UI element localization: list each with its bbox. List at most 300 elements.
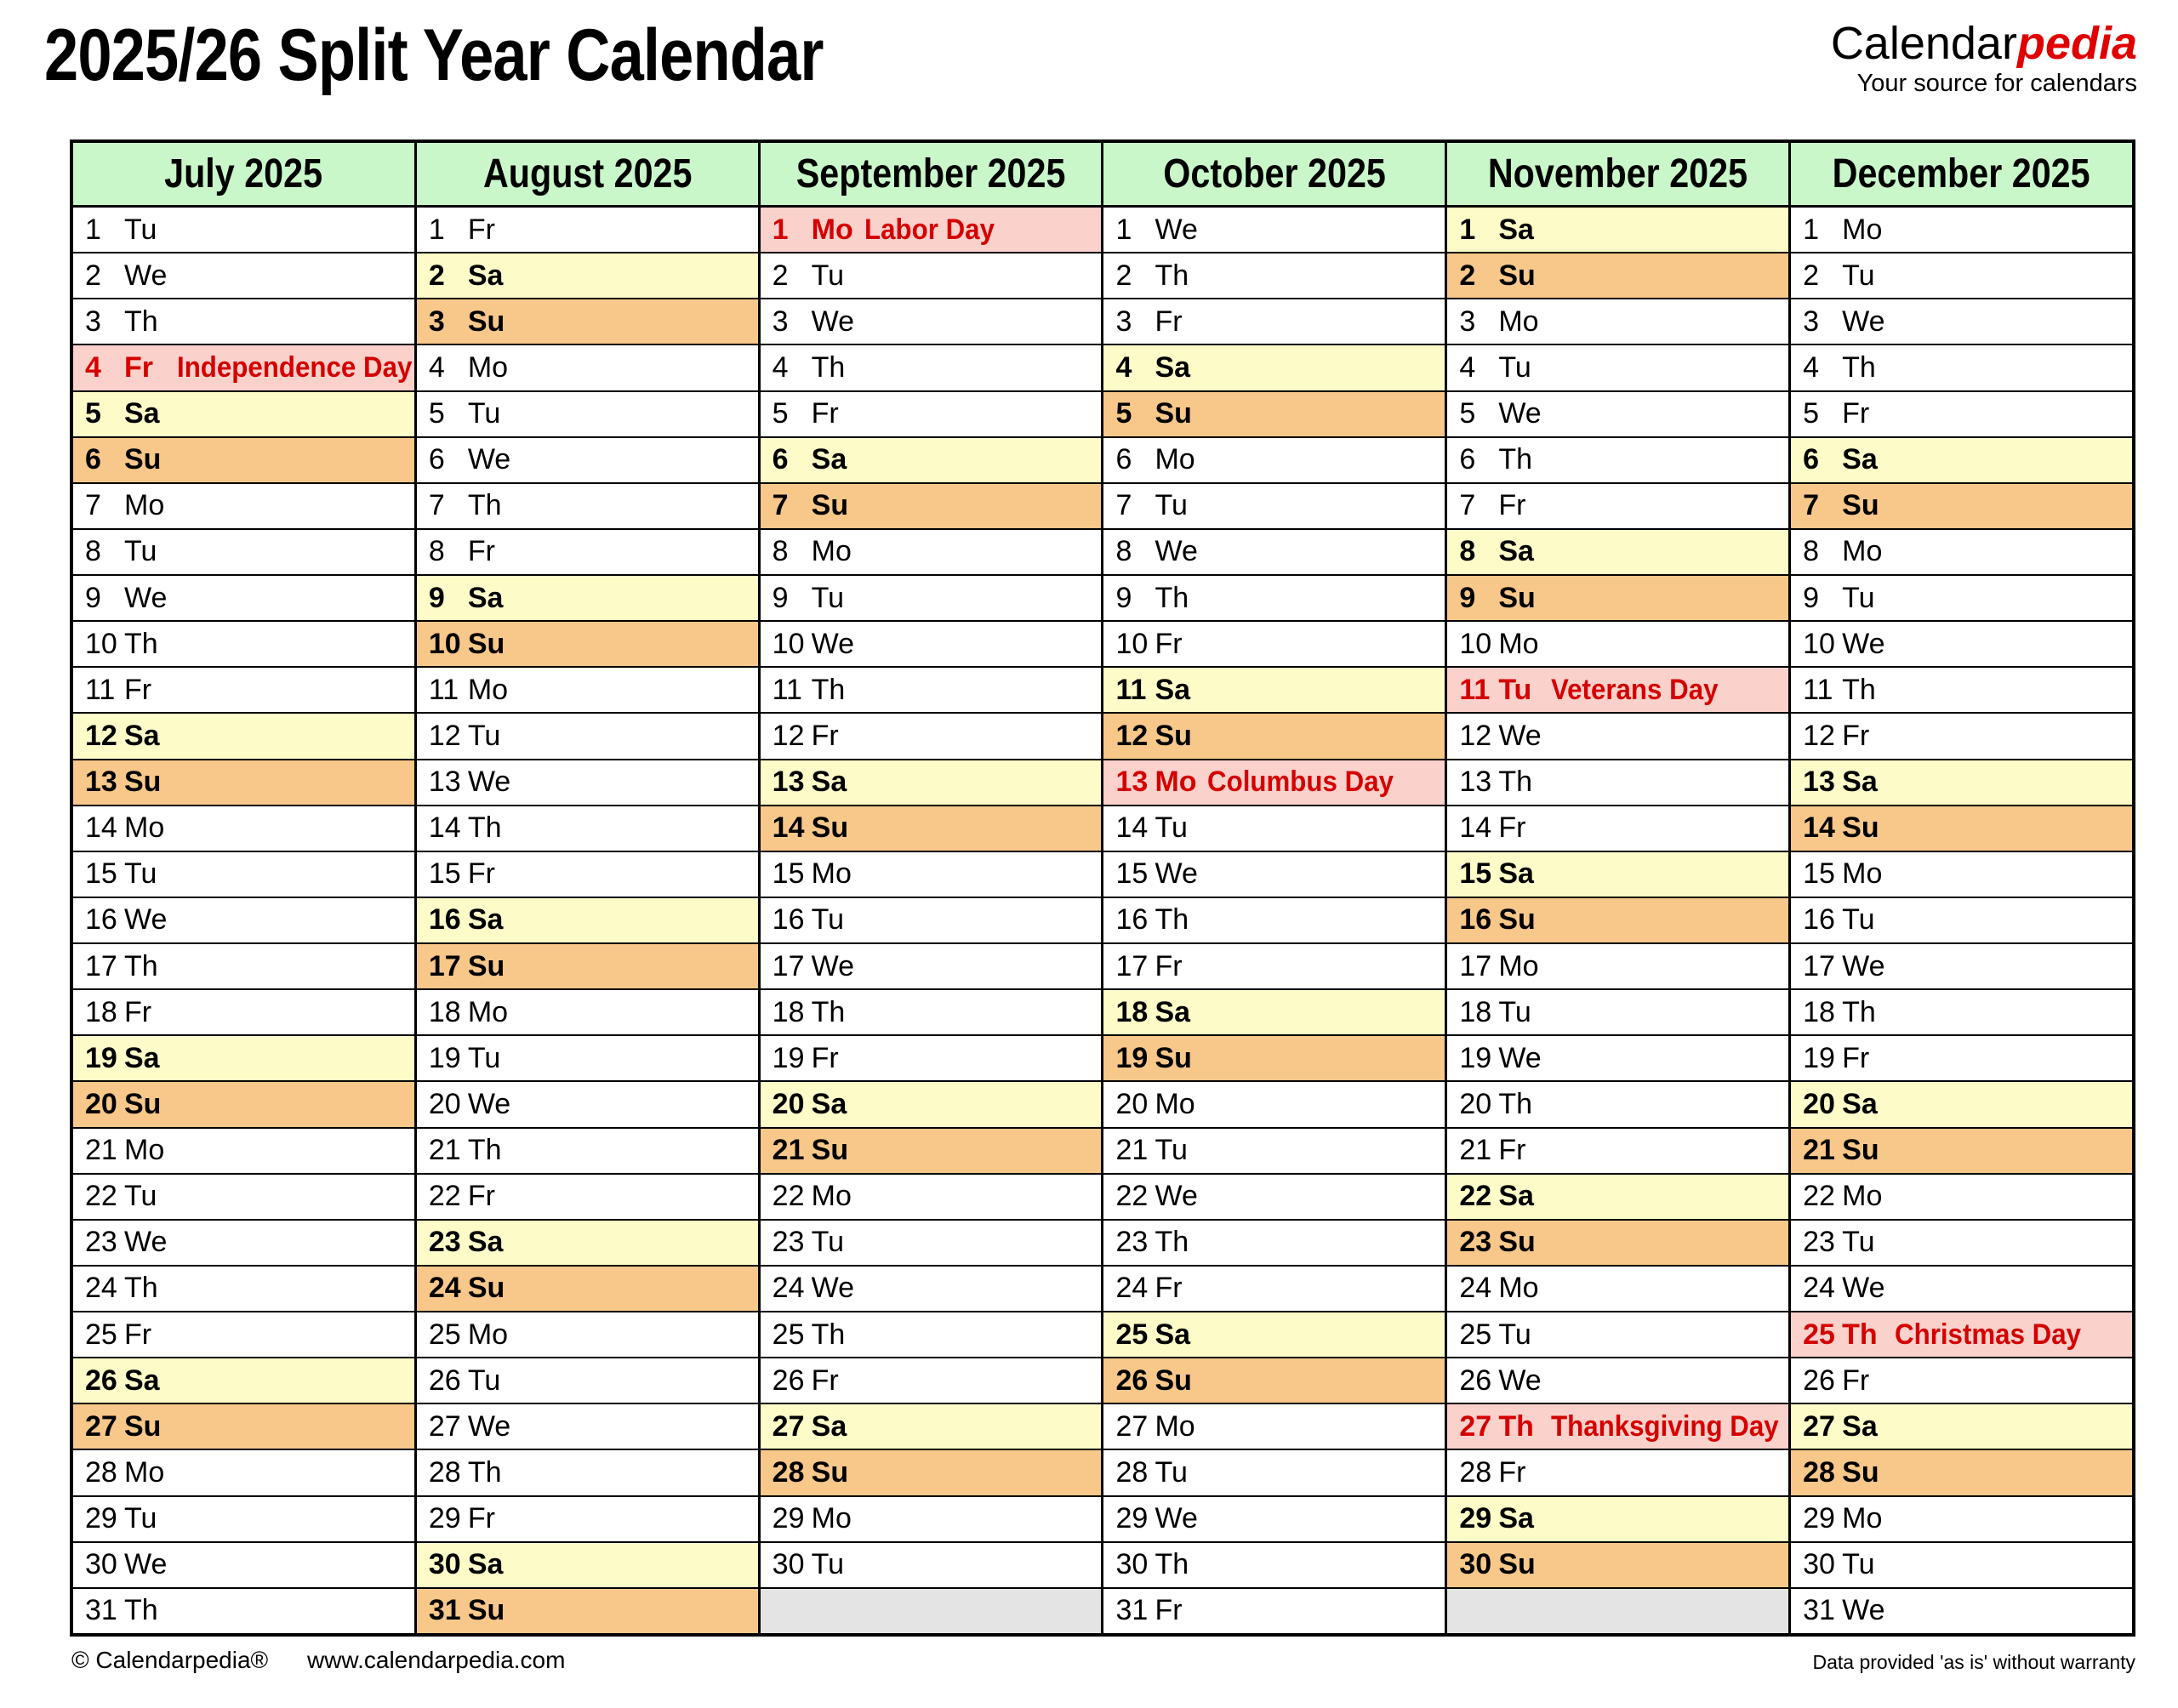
day-number: 19: [1803, 1041, 1835, 1074]
day-weekday: Tu: [124, 535, 157, 568]
day-number: 21: [1459, 1134, 1492, 1167]
day-row: [417, 1175, 758, 1221]
day-number: 15: [1459, 857, 1492, 891]
day-row: [73, 1129, 414, 1175]
day-row: [1447, 1175, 1788, 1221]
month-column-november: [1447, 143, 1791, 1633]
day-number: 11: [1459, 673, 1491, 706]
day-weekday: Tu: [1155, 811, 1188, 845]
day-row: [417, 944, 758, 990]
day-row: [73, 1543, 414, 1589]
day-number: 4: [1459, 350, 1476, 384]
day-number: 13: [1115, 766, 1149, 799]
day-weekday: Sa: [467, 581, 504, 614]
day-number: 11: [772, 673, 802, 706]
day-weekday: Su: [811, 811, 849, 845]
day-row: [1103, 1221, 1445, 1267]
day-number: 23: [428, 1226, 461, 1259]
day-weekday: Fr: [1155, 949, 1183, 982]
day-weekday: Fr: [467, 1502, 495, 1535]
day-number: 28: [85, 1455, 117, 1489]
day-row: [1103, 1267, 1445, 1312]
day-number: 27: [1459, 1409, 1492, 1443]
day-number: 31: [1803, 1594, 1835, 1627]
day-weekday: Fr: [124, 1318, 152, 1351]
day-number: 2: [428, 259, 445, 292]
day-row: [1791, 1175, 2132, 1221]
day-row: [417, 1221, 758, 1267]
day-weekday: Tu: [1498, 673, 1532, 706]
day-number: 18: [1459, 995, 1492, 1028]
day-row: [1791, 944, 2132, 990]
day-number: 1: [1459, 213, 1476, 246]
day-number: 21: [1115, 1134, 1149, 1167]
day-row: [417, 668, 758, 714]
day-weekday: Mo: [1842, 857, 1883, 891]
day-number: 23: [1459, 1226, 1492, 1259]
day-number: 31: [1115, 1594, 1149, 1627]
day-number: 21: [772, 1134, 805, 1167]
day-weekday: Th: [1155, 903, 1189, 937]
empty-cell: [1447, 1589, 1788, 1633]
day-weekday: Tu: [811, 1226, 845, 1259]
day-row: [417, 438, 758, 484]
day-number: 25: [1115, 1318, 1149, 1351]
day-weekday: Mo: [124, 1455, 165, 1489]
day-number: 20: [1803, 1087, 1835, 1120]
day-weekday: Fr: [811, 1364, 839, 1397]
day-row: [73, 1404, 414, 1450]
day-number: 9: [772, 581, 789, 614]
day-weekday: Th: [1155, 259, 1189, 292]
day-row: [417, 1589, 758, 1633]
day-row: [1447, 253, 1788, 299]
day-row: [1791, 622, 2132, 668]
day-row: [761, 1358, 1102, 1404]
day-number: 26: [1459, 1364, 1492, 1397]
day-number: 15: [772, 857, 805, 891]
day-weekday: Fr: [1498, 489, 1526, 522]
day-weekday: Sa: [1498, 857, 1534, 891]
day-row: [1791, 714, 2132, 760]
day-number: 21: [428, 1134, 461, 1167]
day-weekday: Th: [124, 305, 158, 338]
day-row: [73, 1450, 414, 1496]
day-weekday: Su: [1155, 397, 1192, 430]
day-row: [73, 253, 414, 299]
day-number: 15: [85, 857, 117, 891]
day-row: [73, 1221, 414, 1267]
day-row: [1791, 1497, 2132, 1543]
day-row: [1791, 1129, 2132, 1175]
day-row: [1791, 990, 2132, 1036]
day-weekday: Mo: [811, 535, 852, 568]
day-row: [1791, 1589, 2132, 1633]
day-weekday: Mo: [1498, 949, 1539, 982]
day-number: 14: [1459, 811, 1492, 845]
day-number: 25: [85, 1318, 117, 1351]
day-number: 7: [1803, 489, 1820, 522]
day-weekday: Fr: [467, 213, 495, 246]
day-row: [761, 714, 1102, 760]
day-number: 8: [428, 535, 445, 568]
day-weekday: Sa: [1498, 1502, 1534, 1535]
day-weekday: Sa: [124, 1041, 160, 1074]
day-number: 19: [85, 1041, 117, 1074]
day-weekday: Th: [811, 995, 846, 1028]
day-number: 2: [772, 259, 789, 292]
day-weekday: We: [1155, 857, 1198, 891]
day-row: [1791, 1404, 2132, 1450]
day-row: [73, 806, 414, 852]
copyright-text: © Calendarpedia®: [71, 1647, 269, 1673]
day-number: 20: [1459, 1087, 1492, 1120]
day-weekday: Mo: [1498, 627, 1539, 660]
day-row: [761, 898, 1102, 944]
day-number: 16: [428, 903, 461, 937]
month-header: [1447, 143, 1788, 208]
day-number: 22: [1459, 1180, 1492, 1213]
day-number: 16: [772, 903, 805, 937]
day-row: [1103, 345, 1445, 391]
day-row: [1103, 299, 1445, 345]
day-number: 11: [1803, 673, 1833, 706]
day-row: [761, 806, 1102, 852]
day-number: 3: [772, 305, 789, 338]
day-row: [417, 345, 758, 391]
day-row: [1103, 253, 1445, 299]
footer-left: [71, 1647, 565, 1674]
day-weekday: Su: [1842, 1455, 1879, 1489]
day-number: 10: [1803, 627, 1835, 660]
day-row: [73, 714, 414, 760]
day-weekday: Th: [1498, 443, 1532, 476]
day-row: [1103, 1589, 1445, 1633]
day-weekday: Sa: [1498, 535, 1534, 568]
day-number: 7: [1115, 489, 1132, 522]
day-row: [417, 1036, 758, 1082]
day-row: [1791, 345, 2132, 391]
day-number: 1: [1115, 213, 1132, 246]
day-row: [1103, 668, 1445, 714]
month-header-label: July 2025: [164, 151, 323, 196]
day-weekday: Tu: [1155, 489, 1188, 522]
day-weekday: Su: [1842, 489, 1879, 522]
day-row: [73, 760, 414, 806]
day-row: [417, 484, 758, 530]
day-weekday: Sa: [467, 903, 504, 937]
day-row: [761, 392, 1102, 438]
day-number: 18: [772, 995, 805, 1028]
day-weekday: Sa: [811, 1087, 847, 1120]
day-number: 7: [772, 489, 789, 522]
day-row: [761, 1450, 1102, 1496]
day-row: [1447, 1404, 1788, 1450]
day-number: 22: [428, 1180, 461, 1213]
day-row: [417, 1543, 758, 1589]
month-header-label: August 2025: [482, 151, 692, 196]
day-row: [417, 1450, 758, 1496]
day-row: [1447, 1036, 1788, 1082]
day-weekday: Su: [467, 627, 505, 660]
day-row: [73, 852, 414, 898]
day-number: 26: [1803, 1364, 1835, 1397]
day-row: [1447, 438, 1788, 484]
day-row: [1791, 530, 2132, 576]
day-weekday: We: [811, 949, 855, 982]
day-weekday: We: [811, 305, 855, 338]
logo-brand: [1830, 18, 2137, 69]
day-row: [1447, 898, 1788, 944]
day-row: [761, 438, 1102, 484]
day-number: 9: [1803, 581, 1820, 614]
day-number: 25: [1459, 1318, 1492, 1351]
day-weekday: Sa: [1842, 443, 1878, 476]
day-row: [1791, 1450, 2132, 1496]
day-row: [761, 1312, 1102, 1358]
day-row: [417, 576, 758, 622]
day-row: [1447, 576, 1788, 622]
day-weekday: Mo: [811, 1180, 852, 1213]
day-number: 12: [1803, 719, 1835, 752]
day-number: 30: [85, 1548, 117, 1581]
day-number: 5: [1459, 397, 1476, 430]
page-title: 2025/26 Split Year Calendar: [44, 14, 824, 96]
holiday-label: Christmas Day: [1895, 1318, 2082, 1351]
day-row: [73, 622, 414, 668]
day-number: 6: [428, 443, 445, 476]
day-weekday: Su: [1498, 259, 1536, 292]
day-number: 16: [1803, 903, 1835, 937]
day-number: 6: [85, 443, 101, 476]
day-number: 10: [1459, 627, 1492, 660]
day-row: [1447, 714, 1788, 760]
day-row: [417, 714, 758, 760]
day-weekday: Th: [467, 489, 502, 522]
day-row: [1447, 208, 1788, 253]
day-row: [417, 806, 758, 852]
day-weekday: Su: [811, 1455, 849, 1489]
day-weekday: Su: [1498, 1226, 1536, 1259]
day-row: [1791, 208, 2132, 253]
day-row: [73, 1082, 414, 1128]
day-number: 9: [1459, 581, 1476, 614]
day-row: [1447, 1312, 1788, 1358]
day-weekday: We: [124, 1548, 168, 1581]
day-number: 21: [85, 1134, 117, 1167]
day-weekday: Mo: [467, 995, 509, 1028]
day-weekday: Su: [124, 1409, 162, 1443]
day-weekday: Sa: [1498, 213, 1534, 246]
day-weekday: Th: [1155, 1548, 1189, 1581]
day-row: [1791, 760, 2132, 806]
day-number: 27: [85, 1409, 117, 1443]
month-header-label: October 2025: [1163, 151, 1386, 196]
day-weekday: Sa: [1842, 1087, 1878, 1120]
day-number: 13: [1459, 766, 1492, 799]
day-number: 26: [428, 1364, 461, 1397]
day-weekday: Mo: [811, 1502, 852, 1535]
day-number: 14: [85, 811, 117, 845]
day-weekday: Tu: [1155, 1455, 1188, 1489]
day-row: [1447, 1267, 1788, 1312]
day-number: 9: [85, 581, 101, 614]
day-weekday: Th: [467, 1134, 502, 1167]
day-weekday: Su: [1842, 1134, 1879, 1167]
day-weekday: Fr: [1155, 627, 1183, 660]
day-number: 17: [428, 949, 461, 982]
day-weekday: Su: [467, 949, 505, 982]
day-number: 18: [85, 995, 117, 1028]
day-weekday: Mo: [1842, 1502, 1883, 1535]
day-number: 22: [772, 1180, 805, 1213]
day-weekday: We: [1155, 535, 1198, 568]
day-row: [1791, 1036, 2132, 1082]
day-number: 13: [1803, 766, 1835, 799]
day-weekday: Tu: [1842, 259, 1875, 292]
day-number: 9: [1115, 581, 1132, 614]
day-weekday: We: [1498, 1041, 1542, 1074]
day-row: [1103, 484, 1445, 530]
day-row: [417, 852, 758, 898]
day-weekday: Fr: [1842, 397, 1870, 430]
day-number: 24: [772, 1272, 805, 1305]
month-header: [1791, 143, 2132, 208]
day-number: 12: [772, 719, 805, 752]
day-number: 3: [1115, 305, 1132, 338]
day-number: 25: [428, 1318, 461, 1351]
day-weekday: We: [811, 1272, 855, 1305]
day-number: 3: [1803, 305, 1820, 338]
day-number: 7: [85, 489, 101, 522]
day-row: [761, 990, 1102, 1036]
day-weekday: Tu: [1842, 1548, 1875, 1581]
day-number: 11: [428, 673, 459, 706]
day-weekday: Su: [1155, 719, 1192, 752]
month-header: [417, 143, 758, 208]
day-weekday: Fr: [1498, 1134, 1526, 1167]
day-row: [1103, 990, 1445, 1036]
day-row: [761, 852, 1102, 898]
day-weekday: Tu: [1155, 1134, 1188, 1167]
day-number: 2: [1803, 259, 1820, 292]
day-number: 27: [772, 1409, 805, 1443]
day-number: 24: [428, 1272, 461, 1305]
day-row: [1103, 392, 1445, 438]
day-weekday: Tu: [1842, 581, 1875, 614]
day-row: [1103, 1497, 1445, 1543]
day-row: [1447, 530, 1788, 576]
day-weekday: Tu: [811, 1548, 845, 1581]
day-row: [761, 530, 1102, 576]
day-weekday: Su: [1155, 1041, 1192, 1074]
day-number: 6: [1803, 443, 1820, 476]
month-header: [1103, 143, 1445, 208]
day-weekday: Sa: [124, 1364, 160, 1397]
day-row: [1103, 1543, 1445, 1589]
day-number: 19: [1115, 1041, 1149, 1074]
day-weekday: Mo: [124, 811, 165, 845]
day-row: [761, 1082, 1102, 1128]
day-row: [73, 944, 414, 990]
day-number: 30: [428, 1548, 461, 1581]
day-row: [761, 668, 1102, 714]
day-number: 24: [1459, 1272, 1492, 1305]
day-row: [417, 208, 758, 253]
day-row: [417, 530, 758, 576]
day-row: [1447, 1450, 1788, 1496]
day-number: 1: [85, 213, 101, 246]
day-number: 22: [85, 1180, 117, 1213]
day-row: [1103, 806, 1445, 852]
day-row: [417, 1497, 758, 1543]
day-row: [1103, 1129, 1445, 1175]
day-weekday: We: [1842, 305, 1885, 338]
day-row: [73, 484, 414, 530]
day-row: [417, 299, 758, 345]
logo-brand-red: pedia: [2016, 18, 2137, 69]
day-row: [761, 208, 1102, 253]
holiday-label: Independence Day: [177, 350, 413, 384]
day-weekday: Fr: [1842, 1364, 1870, 1397]
day-weekday: Th: [124, 1594, 158, 1627]
day-row: [761, 484, 1102, 530]
day-row: [73, 1312, 414, 1358]
day-number: 14: [1115, 811, 1149, 845]
day-row: [761, 1129, 1102, 1175]
day-row: [1791, 438, 2132, 484]
day-number: 8: [772, 535, 789, 568]
day-weekday: Mo: [1498, 1272, 1539, 1305]
day-weekday: We: [124, 581, 168, 614]
day-row: [1791, 1543, 2132, 1589]
day-number: 20: [428, 1087, 461, 1120]
holiday-label: Columbus Day: [1207, 766, 1394, 799]
day-weekday: Sa: [1155, 673, 1191, 706]
day-weekday: Su: [1155, 1364, 1192, 1397]
day-number: 27: [428, 1409, 461, 1443]
day-row: [73, 1267, 414, 1312]
day-weekday: Th: [1498, 1409, 1534, 1443]
day-weekday: Fr: [1155, 305, 1183, 338]
day-number: 28: [1115, 1455, 1149, 1489]
day-row: [1103, 898, 1445, 944]
day-number: 26: [1115, 1364, 1149, 1397]
day-number: 23: [1115, 1226, 1149, 1259]
day-weekday: Sa: [467, 1548, 504, 1581]
day-row: [1103, 1082, 1445, 1128]
day-weekday: Mo: [1155, 1087, 1195, 1120]
day-number: 28: [1803, 1455, 1835, 1489]
day-weekday: Tu: [467, 1041, 501, 1074]
day-number: 15: [428, 857, 461, 891]
month-column-september: [761, 143, 1104, 1633]
day-number: 20: [85, 1087, 117, 1120]
day-weekday: Sa: [811, 766, 847, 799]
website-link[interactable]: www.calendarpedia.com: [306, 1647, 566, 1673]
day-weekday: Mo: [1842, 535, 1883, 568]
day-weekday: We: [1498, 1364, 1542, 1397]
day-weekday: We: [1842, 1272, 1885, 1305]
day-row: [1103, 760, 1445, 806]
day-number: 30: [772, 1548, 805, 1581]
day-number: 12: [1115, 719, 1149, 752]
logo-brand-black: Calendar: [1830, 18, 2017, 69]
day-row: [1103, 714, 1445, 760]
day-weekday: Tu: [124, 857, 157, 891]
day-weekday: Mo: [467, 1318, 509, 1351]
day-weekday: Th: [811, 1318, 846, 1351]
